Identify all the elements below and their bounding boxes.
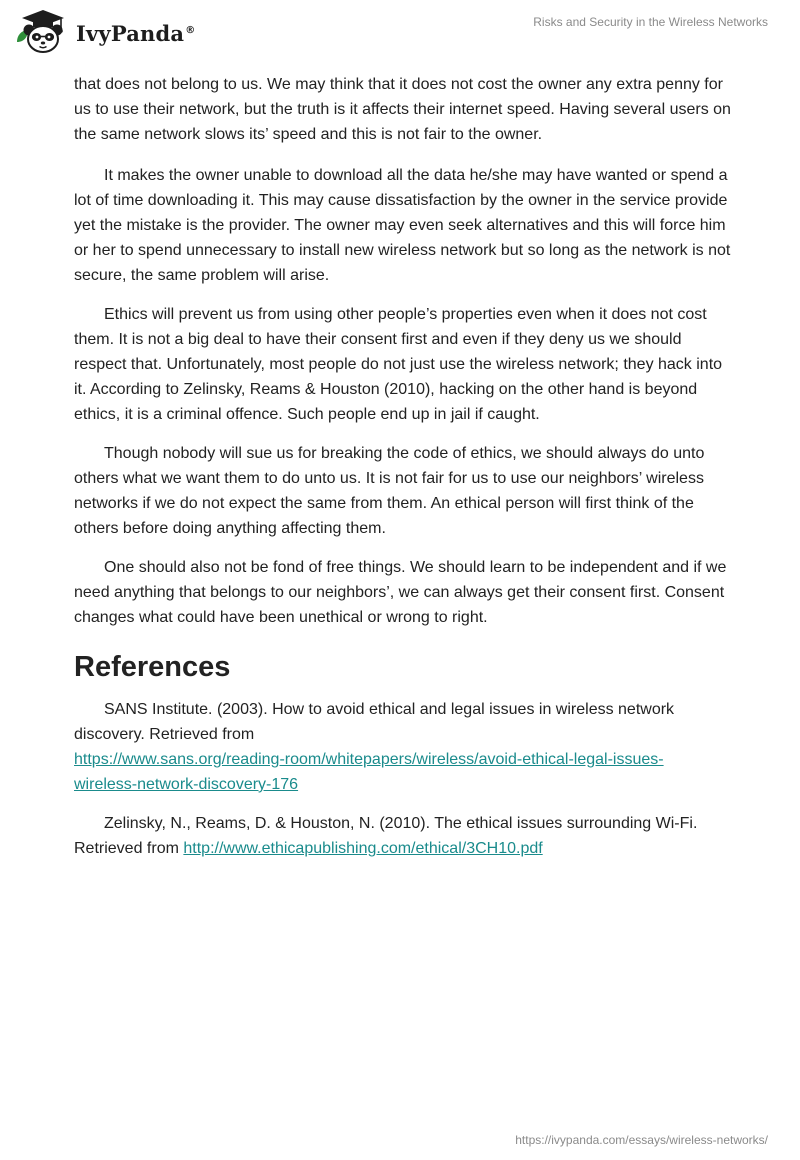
ivypanda-logo[interactable] bbox=[14, 8, 195, 54]
essay-content bbox=[74, 72, 734, 875]
reference-text: SANS Institute. (2003). How to avoid ethical and legal issues in wireless network discovery. Retrieved from bbox=[74, 701, 675, 743]
logo-name: IvyPanda bbox=[76, 20, 185, 46]
paragraph-5: One should also not be fond of free things. We should learn to be independent and if we need anything that belongs to our neighbors’, we can always get their consent first. Consent changes what could have been unethical or wrong to right. bbox=[74, 559, 727, 626]
reference-item-zelinsky bbox=[74, 811, 734, 861]
reference-text: Zelinsky, N., Reams, D. & Houston, N. (2010). The ethical issues surrounding Wi-Fi. Retrieved from bbox=[74, 815, 698, 857]
logo-wordmark bbox=[76, 21, 195, 46]
footer-url[interactable]: https://ivypanda.com/essays/wireless-networks/ bbox=[515, 1133, 768, 1147]
link-part: wireless-network-discovery-176 bbox=[74, 776, 299, 793]
paragraph-3: Ethics will prevent us from using other people’s properties even when it does not cost them. It is not a big deal to have their consent first and even if they deny us we should respect that. Unfortunately, most people do not just use the wireless network; they hack into it. According to Zelinsky, Reams & Houston (2010), hacking on the other hand is beyond ethics, it is a criminal offence. Such people end up in jail if caught. bbox=[74, 306, 723, 423]
page-header bbox=[0, 0, 800, 64]
paragraph-1: that does not belong to us. We may think that it does not cost the owner any extra penny for us to use their network, but the truth is it affects their internet speed. Having several users on the same network slows its’ speed and this is not fair to the owner. bbox=[74, 76, 731, 143]
reference-link-sans[interactable] bbox=[74, 751, 664, 793]
reference-link-zelinsky[interactable]: http://www.ethicapublishing.com/ethical/3CH10.pdf bbox=[183, 840, 543, 857]
document-title: Risks and Security in the Wireless Networks bbox=[533, 15, 768, 29]
references-heading: References bbox=[74, 651, 231, 683]
reference-item-sans bbox=[74, 697, 734, 797]
registered-mark: ® bbox=[185, 24, 196, 36]
paragraph-4: Though nobody will sue us for breaking the code of ethics, we should always do unto others what we want them to do unto us. It is not fair for us to use our neighbors’ wireless networks if we do not expect the same from them. An ethical person will first think of the others before doing anything affecting them. bbox=[74, 445, 705, 537]
panda-graduate-icon bbox=[14, 8, 72, 54]
paragraph-2: It makes the owner unable to download all the data he/she may have wanted or spend a lot of time downloading it. This may cause dissatisfaction by the owner in the service provide yet the mistake is the provider. The owner may even seek alternatives and this will force him or her to spend unnecessary to install new wireless network but so long as the network is not secure, the same problem will arise. bbox=[74, 167, 731, 284]
link-part: https://www.sans.org/reading-room/whitepapers/wireless/avoid-ethical-legal-issues- bbox=[74, 751, 664, 768]
